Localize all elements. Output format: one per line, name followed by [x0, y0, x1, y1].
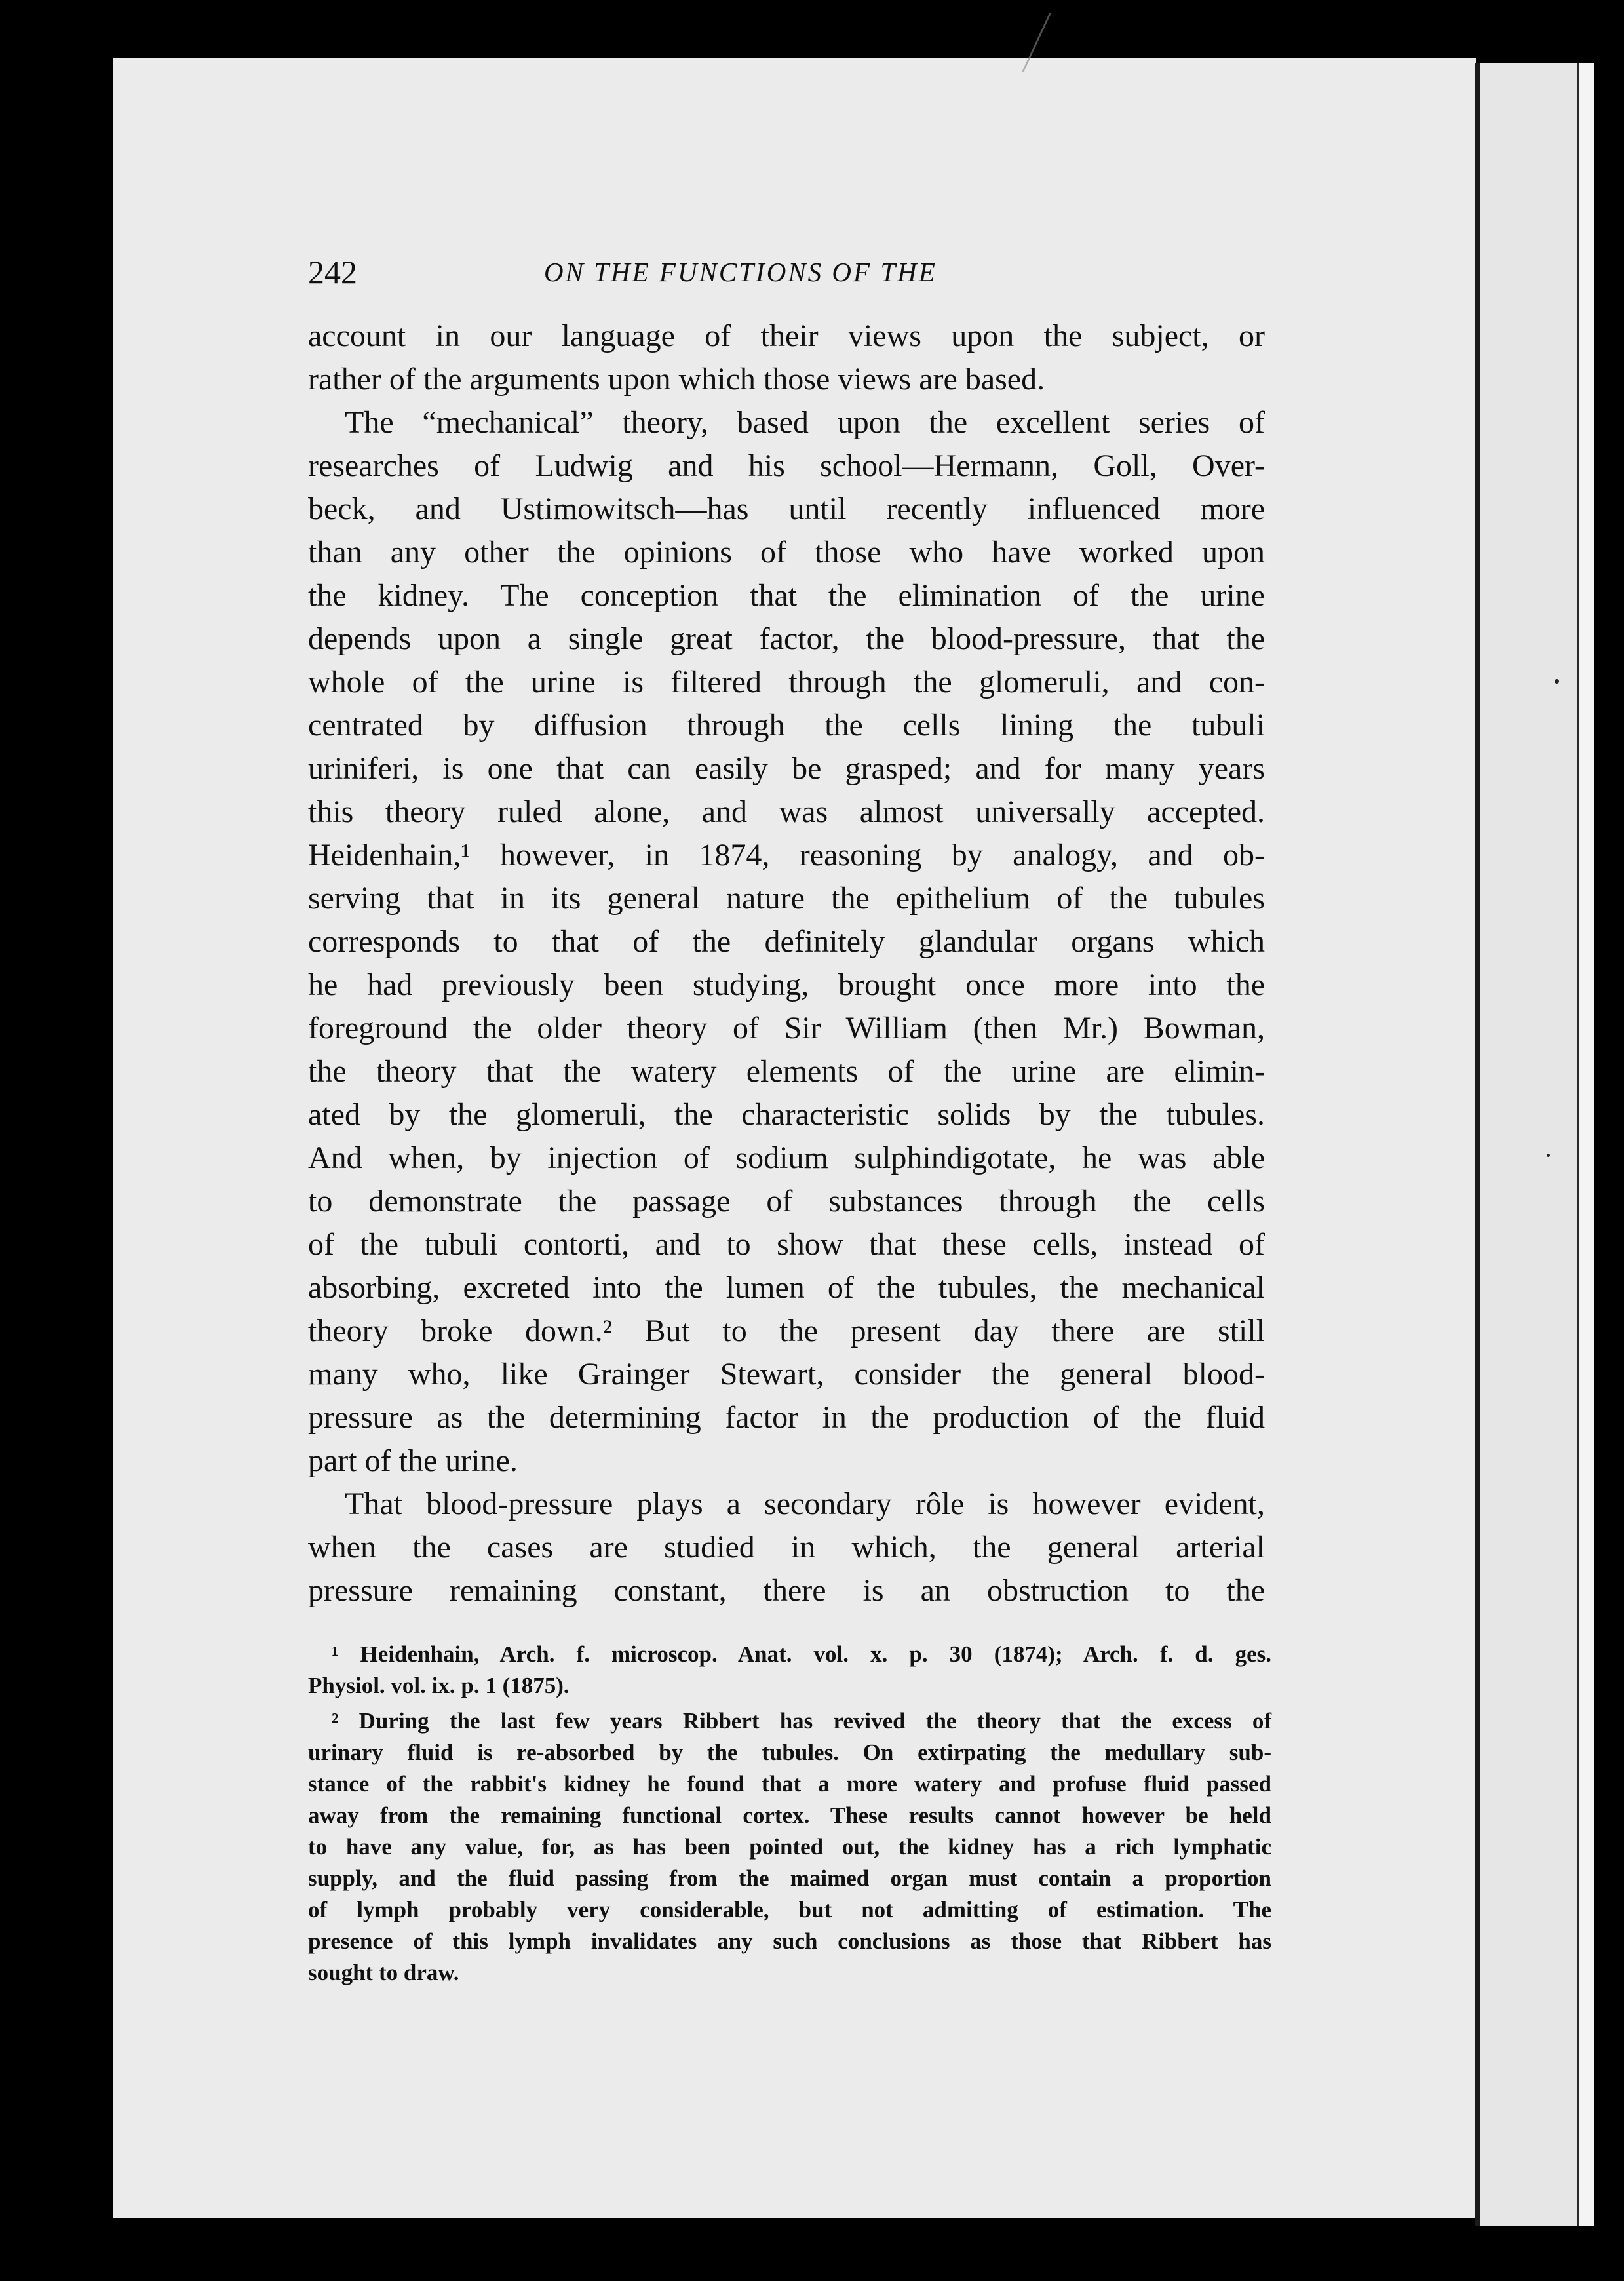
text-line: centrated by diffusion through the cells lining the tubuli	[308, 708, 1265, 743]
page-gutter	[1475, 63, 1480, 2226]
text-line: of the tubuli contorti, and to show that these cells, instead of	[308, 1227, 1265, 1262]
text-line: absorbing, excreted into the lumen of the tubules, the mechanical	[308, 1270, 1265, 1305]
scan-speck	[1555, 679, 1559, 684]
footnote-line: stance of the rabbit's kidney he found that a more watery and profuse fluid passed	[308, 1771, 1271, 1797]
text-line: pressure as the determining factor in the production of the fluid	[308, 1400, 1265, 1435]
scan-speck	[1547, 1154, 1550, 1157]
text-line: the kidney. The conception that the elimination of the urine	[308, 578, 1265, 613]
footnote-line: supply, and the fluid passing from the maimed organ must contain a proportion	[308, 1865, 1271, 1891]
text-line: account in our language of their views upon the subject, or	[308, 319, 1265, 353]
text-line: rather of the arguments upon which those views are based.	[308, 362, 1045, 397]
footnote-line: presence of this lymph invalidates any such conclusions as those that Ribbert has	[308, 1928, 1271, 1954]
text-line: corresponds to that of the definitely glandular organs which	[308, 924, 1265, 959]
adjacent-page-edge	[1476, 63, 1594, 2226]
text-line: he had previously been studying, brought once more into the	[308, 967, 1265, 1002]
text-line: The “mechanical” theory, based upon the excellent series of	[345, 405, 1265, 440]
text-line: whole of the urine is filtered through the glomeruli, and con-	[308, 665, 1265, 699]
text-line: foreground the older theory of Sir William (then Mr.) Bowman,	[308, 1011, 1265, 1045]
text-line: That blood-pressure plays a secondary rôle is however evident,	[345, 1487, 1265, 1521]
text-line: than any other the opinions of those who have worked upon	[308, 535, 1265, 570]
running-head: ON THE FUNCTIONS OF THE	[544, 257, 937, 287]
text-line: uriniferi, is one that can easily be grasped; and for many years	[308, 751, 1265, 786]
footnote-line: ² During the last few years Ribbert has revived the theory that the excess of	[332, 1708, 1271, 1734]
footnote-line: Physiol. vol. ix. p. 1 (1875).	[308, 1673, 570, 1698]
footnote-line: of lymph probably very considerable, but not admitting of estimation. The	[308, 1897, 1271, 1922]
text-line: many who, like Grainger Stewart, consider the general blood-	[308, 1357, 1265, 1392]
text-line: when the cases are studied in which, the general arterial	[308, 1530, 1265, 1565]
footnotes	[308, 1639, 1271, 1989]
text-line: theory broke down.² But to the present day there are still	[308, 1314, 1265, 1348]
page-header	[308, 249, 1265, 295]
footnote-line: sought to draw.	[308, 1960, 459, 1985]
text-line: ated by the glomeruli, the characteristic solids by the tubules.	[308, 1097, 1265, 1132]
footnote-line: to have any value, for, as has been pointed out, the kidney has a rich lymphatic	[308, 1834, 1271, 1860]
footnote-line: away from the remaining functional cortex. These results cannot however be held	[308, 1803, 1271, 1828]
page-number: 242	[308, 254, 357, 290]
footnote-line: ¹ Heidenhain, Arch. f. microscop. Anat. vol. x. p. 30 (1874); Arch. f. d. ges.	[332, 1641, 1271, 1667]
text-line: depends upon a single great factor, the blood-pressure, that the	[308, 621, 1265, 656]
text-line: And when, by injection of sodium sulphindigotate, he was able	[308, 1140, 1265, 1175]
text-line: part of the urine.	[308, 1443, 518, 1478]
footnote-line: urinary fluid is re-absorbed by the tubules. On extirpating the medullary sub-	[308, 1740, 1271, 1765]
text-line: Heidenhain,¹ however, in 1874, reasoning by analogy, and ob-	[308, 838, 1265, 872]
text-line: to demonstrate the passage of substances through the cells	[308, 1184, 1265, 1218]
text-line: this theory ruled alone, and was almost universally accepted.	[308, 794, 1265, 829]
adjacent-page-border	[1577, 63, 1594, 2226]
text-line: serving that in its general nature the epithelium of the tubules	[308, 881, 1265, 916]
text-line: the theory that the watery elements of the urine are elimin-	[308, 1054, 1265, 1089]
text-line: beck, and Ustimowitsch—has until recently influenced more	[308, 492, 1265, 526]
text-line: pressure remaining constant, there is an obstruction to the	[308, 1573, 1265, 1608]
text-line: researches of Ludwig and his school—Hermann, Goll, Over-	[308, 448, 1265, 483]
body-text	[308, 315, 1265, 1612]
